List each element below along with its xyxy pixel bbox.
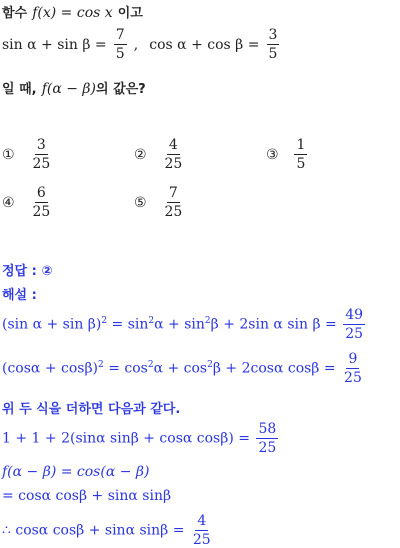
solution-eq-1: (sin $\alpha + \sin \beta)^2 = \sin^2\alpha + \sin^2\beta + 2\sin$ α sin β = $\frac{49}{25}$ bbox=[2, 307, 364, 342]
condition-cos-fraction: $\frac{3}{5}$ bbox=[268, 27, 278, 62]
problem-text: 함수 bbox=[2, 6, 28, 21]
problem-conditions: sin α + sin β = $\frac{7}{5}$ , cos α + cos β = $\frac{3}{5}$ bbox=[2, 27, 278, 62]
target-expression: f(α − β) bbox=[41, 81, 96, 97]
choice-4[interactable]: ④ $\frac{6}{25}$ bbox=[2, 185, 51, 220]
function-expression: f(x) = cos x bbox=[32, 5, 113, 21]
solution-summary-text: 위 두 식을 더하면 다음과 같다. bbox=[2, 402, 181, 417]
choice-5[interactable]: ⑤ $\frac{7}{25}$ bbox=[134, 185, 183, 220]
eq2-fraction: $\frac{9}{25}$ bbox=[344, 351, 362, 386]
solution-eq-6: ∴ cosα cosβ + sinα sinβ = $\frac{4}{25}$ bbox=[2, 513, 211, 548]
solution-eq-5: = cosα cosβ + sinα sinβ bbox=[2, 488, 172, 504]
eq3-fraction: $\frac{58}{25}$ bbox=[258, 421, 277, 456]
solution-eq-3: 1 + 1 + 2(sinα sinβ + cosα cosβ) = $\frac{58}{25}$ bbox=[2, 421, 277, 456]
eq1-fraction: $\frac{49}{25}$ bbox=[345, 307, 364, 342]
solution-eq-4: f(α − β) = cos(α − β) bbox=[2, 464, 150, 480]
explanation-label: 해설 : bbox=[2, 288, 37, 303]
answer-label: 정답 : ② bbox=[2, 264, 53, 279]
condition-sin-fraction: $\frac{7}{5}$ bbox=[115, 27, 125, 62]
condition-cos-lhs: cos α + cos β = bbox=[149, 37, 260, 53]
choice-2[interactable]: ② $\frac{4}{25}$ bbox=[134, 137, 183, 172]
problem-line-3: 일 때, f(α − β)의 값은? bbox=[2, 81, 146, 97]
problem-line-1 bbox=[2, 2, 143, 21]
choice-1[interactable]: ① $\frac{3}{25}$ bbox=[2, 137, 51, 172]
condition-sin-lhs: sin α + sin β = bbox=[2, 37, 107, 53]
eq6-fraction: $\frac{4}{25}$ bbox=[192, 513, 211, 548]
solution-eq-2: $(\cos\alpha + \cos\beta)^2 = \cos^2\alpha + \cos^2\beta + 2\cos\alpha$ cosβ = $\frac{9}{25}$ bbox=[2, 351, 362, 386]
problem-text: 이고 bbox=[117, 6, 143, 21]
choice-3[interactable]: ③ $\frac{1}{5}$ bbox=[266, 137, 306, 172]
